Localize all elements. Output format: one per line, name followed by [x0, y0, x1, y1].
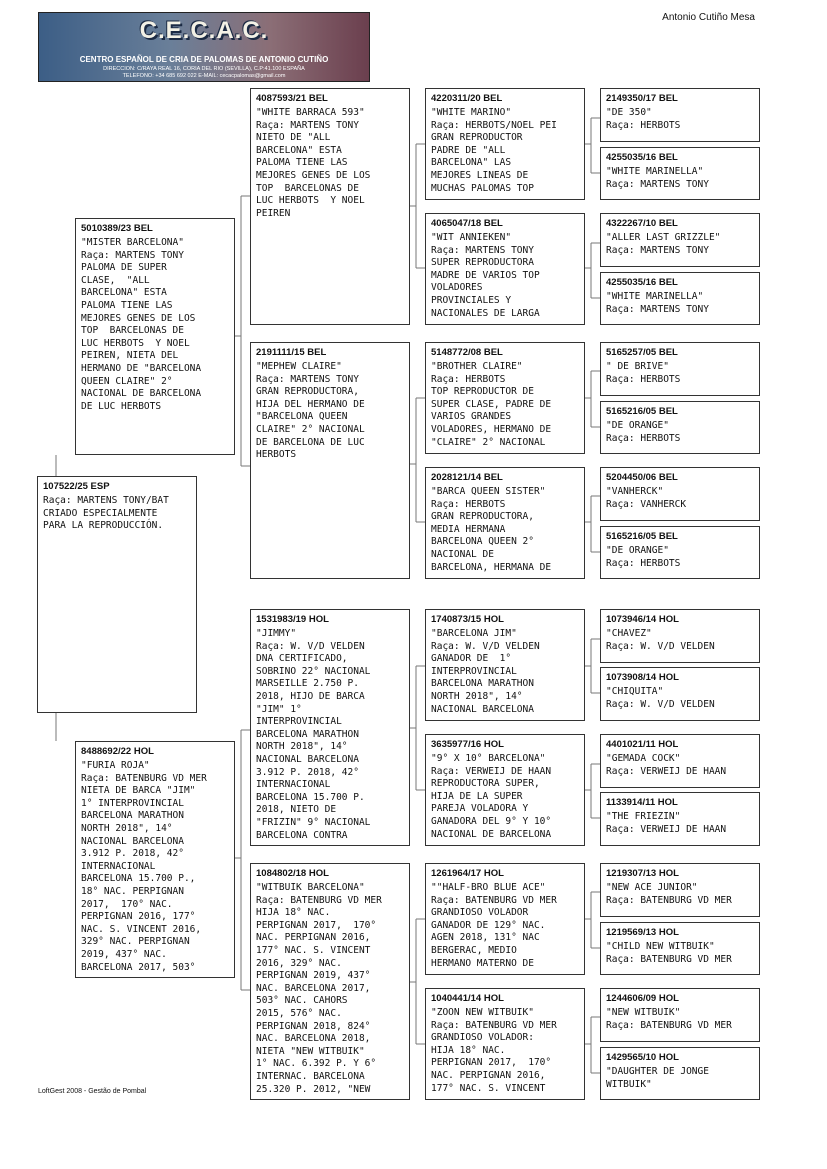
g4-card-1	[600, 88, 760, 142]
ring-number: 107522/25 ESP	[43, 481, 110, 492]
ring-number: 2028121/14 BEL	[431, 472, 503, 483]
dam-sire-card	[250, 609, 410, 846]
ring-number: 4401021/11 HOL	[606, 739, 679, 750]
pigeon-details: "JIMMY" Raça: W. V/D VELDEN DNA CERTIFICADO, SOBRINO 22° NACIONAL MARSEILLE 2.750 P. 2018, HIJO DE BARCA "JIM" 1° INTERPROVINCIAL BARCELONA MARATHON NORTH 2018", 14° NACIONAL BARCELONA 3.912 P. 2018, 42° INTERNACIONAL BARCELONA 15.700 P. 2018, NIETO DE "FRIZIN" 9° NACIONAL BARCELONA CONTRA	[256, 628, 371, 841]
pigeon-details: "DE ORANGE" Raça: HERBOTS	[606, 545, 681, 569]
g4-card-9	[600, 609, 760, 663]
dds-card	[425, 863, 585, 975]
ring-number: 5010389/23 BEL	[81, 223, 153, 234]
pigeon-details: "MISTER BARCELONA" Raça: MARTENS TONY PALOMA DE SUPER CLASE, "ALL BARCELONA" ESTA PALOMA TIENE LAS MEJORES GENES DE LOS TOP BARCELONAS DE LUC HERBOTS Y NOEL PEIREN, NIETA DEL HERMANO DE "BARCELONA QUEEN CLAIRE" 2° NACIONAL DE BARCELONA DE LUC HERBOTS	[81, 237, 202, 412]
ring-number: 5148772/08 BEL	[431, 347, 503, 358]
pigeon-details: "THE FRIEZIN" Raça: VERWEIJ DE HAAN	[606, 811, 727, 835]
pigeon-details: "9° X 10° BARCELONA" Raça: VERWEIJ DE HAAN REPRODUCTORA SUPER, HIJA DE LA SUPER PAREJA VOLADORA Y GANADORA DEL 9° Y 10° NACIONAL DE BARCELONA	[431, 753, 552, 840]
ring-number: 1040441/14 HOL	[431, 993, 504, 1004]
pigeon-details: " DE BRIVE" Raça: HERBOTS	[606, 361, 681, 385]
g4-card-14	[600, 922, 760, 975]
pigeon-details: "WHITE MARINO" Raça: HERBOTS/NOEL PEI GRAN REPRODUCTOR PADRE DE "ALL BARCELONA" LAS MEJORES LINEAS DE MUCHAS PALOMAS TOP	[431, 107, 557, 194]
pigeon-details: "NEW ACE JUNIOR" Raça: BATENBURG VD MER	[606, 882, 732, 906]
ring-number: 4255035/16 BEL	[606, 277, 678, 288]
dss-card	[425, 609, 585, 721]
pigeon-details: "WITBUIK BARCELONA" Raça: BATENBURG VD MER HIJA 18° NAC. PERPIGNAN 2017, 170° NAC. PERPIGNAN 2016, 177° NAC. S. VINCENT 2016, 329° NAC. PERPIGNAN 2019, 437° NAC. BARCELONA 2017, 503° NAC. CAHORS 2015, 576° NAC. PERPIGNAN 2018, 824° NAC. BARCELONA 2018, NIETA "NEW WITBUIK" 1° NAC. 6.392 P. Y 6° INTERNAC. BARCELONA 25.320 P. 2012, "NEW	[256, 882, 382, 1095]
subject-pigeon-card	[37, 476, 197, 713]
g4-card-4	[600, 272, 760, 325]
pigeon-details: "WIT ANNIEKEN" Raça: MARTENS TONY SUPER REPRODUCTORA MADRE DE VARIOS TOP VOLADORES PROVINCIALES Y NACIONALES DE LARGA	[431, 232, 540, 319]
ring-number: 4255035/16 BEL	[606, 152, 678, 163]
ring-number: 4322267/10 BEL	[606, 218, 678, 229]
sdd-card	[425, 467, 585, 579]
ring-number: 5165257/05 BEL	[606, 347, 678, 358]
dsd-card	[425, 734, 585, 846]
pigeon-details: "DE ORANGE" Raça: HERBOTS	[606, 420, 681, 444]
pigeon-details: ""HALF-BRO BLUE ACE" Raça: BATENBURG VD MER GRANDIOSO VOLADOR GANADOR DE 129° NAC. AGEN 2018, 131° NAC BERGERAC, MEDIO HERMANO MATERNO DE	[431, 882, 557, 969]
ring-number: 5165216/05 BEL	[606, 406, 678, 417]
pigeon-details: "GEMADA COCK" Raça: VERWEIJ DE HAAN	[606, 753, 727, 777]
sds-card	[425, 342, 585, 454]
owner-name: Antonio Cutiño Mesa	[662, 12, 755, 23]
ring-number: 1429565/10 HOL	[606, 1052, 679, 1063]
ring-number: 3635977/16 HOL	[431, 739, 504, 750]
ring-number: 1261964/17 HOL	[431, 868, 504, 879]
ring-number: 1244606/09 HOL	[606, 993, 679, 1004]
dam-dam-card	[250, 863, 410, 1100]
pigeon-details: "BROTHER CLAIRE" Raça: HERBOTS TOP REPRODUCTOR DE SUPER CLASE, PADRE DE VARIOS GRANDES VOLADORES, HERMANO DE "CLAIRE" 2° NACIONAL	[431, 361, 552, 448]
ring-number: 1133914/11 HOL	[606, 797, 678, 808]
pigeon-details: "NEW WITBUIK" Raça: BATENBURG VD MER	[606, 1007, 732, 1031]
sire-sire-card	[250, 88, 410, 325]
sss-card	[425, 88, 585, 200]
ring-number: 5165216/05 BEL	[606, 531, 678, 542]
logo-address: DIRECCION: C/RAYA REAL 16, CORIA DEL RIO (SEVILLA), C.P:41.100 ESPAÑA	[103, 66, 305, 72]
pigeon-details: "CHIQUITA" Raça: W. V/D VELDEN	[606, 686, 715, 710]
sire-card	[75, 218, 235, 455]
pigeon-details: Raça: MARTENS TONY/BAT CRIADO ESPECIALMENTE PARA LA REPRODUCCIÓN.	[43, 495, 169, 532]
ring-number: 1084802/18 HOL	[256, 868, 329, 879]
pigeon-details: "WHITE BARRACA 593" Raça: MARTENS TONY NIETO DE "ALL BARCELONA" ESTA PALOMA TIENE LAS MEJORES GENES DE LOS TOP BARCELONAS DE LUC HERBOTS Y NOEL PEIREN	[256, 107, 371, 219]
pigeon-details: "WHITE MARINELLA" Raça: MARTENS TONY	[606, 291, 709, 315]
pigeon-details: "CHILD NEW WITBUIK" Raça: BATENBURG VD MER	[606, 941, 732, 965]
software-footer: LoftGest 2008 - Gestão de Pombal	[38, 1088, 147, 1095]
ring-number: 4087593/21 BEL	[256, 93, 328, 104]
ring-number: 1740873/15 HOL	[431, 614, 504, 625]
ring-number: 2149350/17 BEL	[606, 93, 678, 104]
pigeon-details: "ZOON NEW WITBUIK" Raça: BATENBURG VD MER GRANDIOSO VOLADOR: HIJA 18° NAC. PERPIGNAN 2017, 170° NAC. PERPIGNAN 2016, 177° NAC. S. VINCENT	[431, 1007, 557, 1094]
g4-card-3	[600, 213, 760, 267]
g4-card-12	[600, 792, 760, 846]
ssd-card	[425, 213, 585, 325]
ring-number: 1073908/14 HOL	[606, 672, 679, 683]
pigeon-details: "BARCA QUEEN SISTER" Raça: HERBOTS GRAN REPRODUCTORA, MEDIA HERMANA BARCELONA QUEEN 2° NACIONAL DE BARCELONA, HERMANA DE	[431, 486, 552, 573]
g4-card-7	[600, 467, 760, 521]
ring-number: 1531983/19 HOL	[256, 614, 329, 625]
pigeon-details: "DE 350" Raça: HERBOTS	[606, 107, 681, 131]
ring-number: 1219569/13 HOL	[606, 927, 679, 938]
pigeon-details: "WHITE MARINELLA" Raça: MARTENS TONY	[606, 166, 709, 190]
ring-number: 2191111/15 BEL	[256, 347, 327, 358]
g4-card-5	[600, 342, 760, 396]
g4-card-8	[600, 526, 760, 579]
sire-dam-card	[250, 342, 410, 579]
pigeon-details: "DAUGHTER DE JONGE WITBUIK"	[606, 1066, 709, 1090]
ring-number: 8488692/22 HOL	[81, 746, 154, 757]
pigeon-details: "FURIA ROJA" Raça: BATENBURG VD MER NIETA DE BARCA "JIM" 1° INTERPROVINCIAL BARCELONA MARATHON NORTH 2018", 14° NACIONAL BARCELONA 3.912 P. 2018, 42° INTERNACIONAL BARCELONA 15.700 P., 18° NAC. PERPIGNAN 2017, 170° NAC. PERPIGNAN 2016, 177° NAC. S. VINCENT 2016, 329° NAC. PERPIGNAN 2019, 437° NAC. BARCELONA 2017, 503°	[81, 760, 207, 973]
dam-card	[75, 741, 235, 978]
logo-title: C.E.C.A.C.	[139, 17, 269, 44]
g4-card-10	[600, 667, 760, 721]
g4-card-15	[600, 988, 760, 1042]
logo-subtitle: CENTRO ESPAÑOL DE CRIA DE PALOMAS DE ANTONIO CUTIÑO	[79, 55, 329, 64]
g4-card-13	[600, 863, 760, 917]
g4-card-2	[600, 147, 760, 200]
pigeon-details: "CHAVEZ" Raça: W. V/D VELDEN	[606, 628, 715, 652]
ddd-card	[425, 988, 585, 1100]
pigeon-details: "VANHERCK" Raça: VANHERCK	[606, 486, 687, 510]
g4-card-16	[600, 1047, 760, 1100]
g4-card-6	[600, 401, 760, 454]
ring-number: 4220311/20 BEL	[431, 93, 503, 104]
ring-number: 1073946/14 HOL	[606, 614, 679, 625]
pigeon-details: "MEPHEW CLAIRE" Raça: MARTENS TONY GRAN REPRODUCTORA, HIJA DEL HERMANO DE "BARCELONA QUEEN CLAIRE" 2° NACIONAL DE BARCELONA DE LUC HERBOTS	[256, 361, 365, 461]
logo-contact: TELEFONO: +34 685 692 022 E-MAIL: cecacpalomas@gmail.com	[122, 73, 286, 79]
ring-number: 5204450/06 BEL	[606, 472, 678, 483]
ring-number: 1219307/13 HOL	[606, 868, 679, 879]
ring-number: 4065047/18 BEL	[431, 218, 503, 229]
pigeon-details: "ALLER LAST GRIZZLE" Raça: MARTENS TONY	[606, 232, 721, 256]
pigeon-details: "BARCELONA JIM" Raça: W. V/D VELDEN GANADOR DE 1° INTERPROVINCIAL BARCELONA MARATHON NORTH 2018", 14° NACIONAL BARCELONA	[431, 628, 540, 715]
g4-card-11	[600, 734, 760, 788]
